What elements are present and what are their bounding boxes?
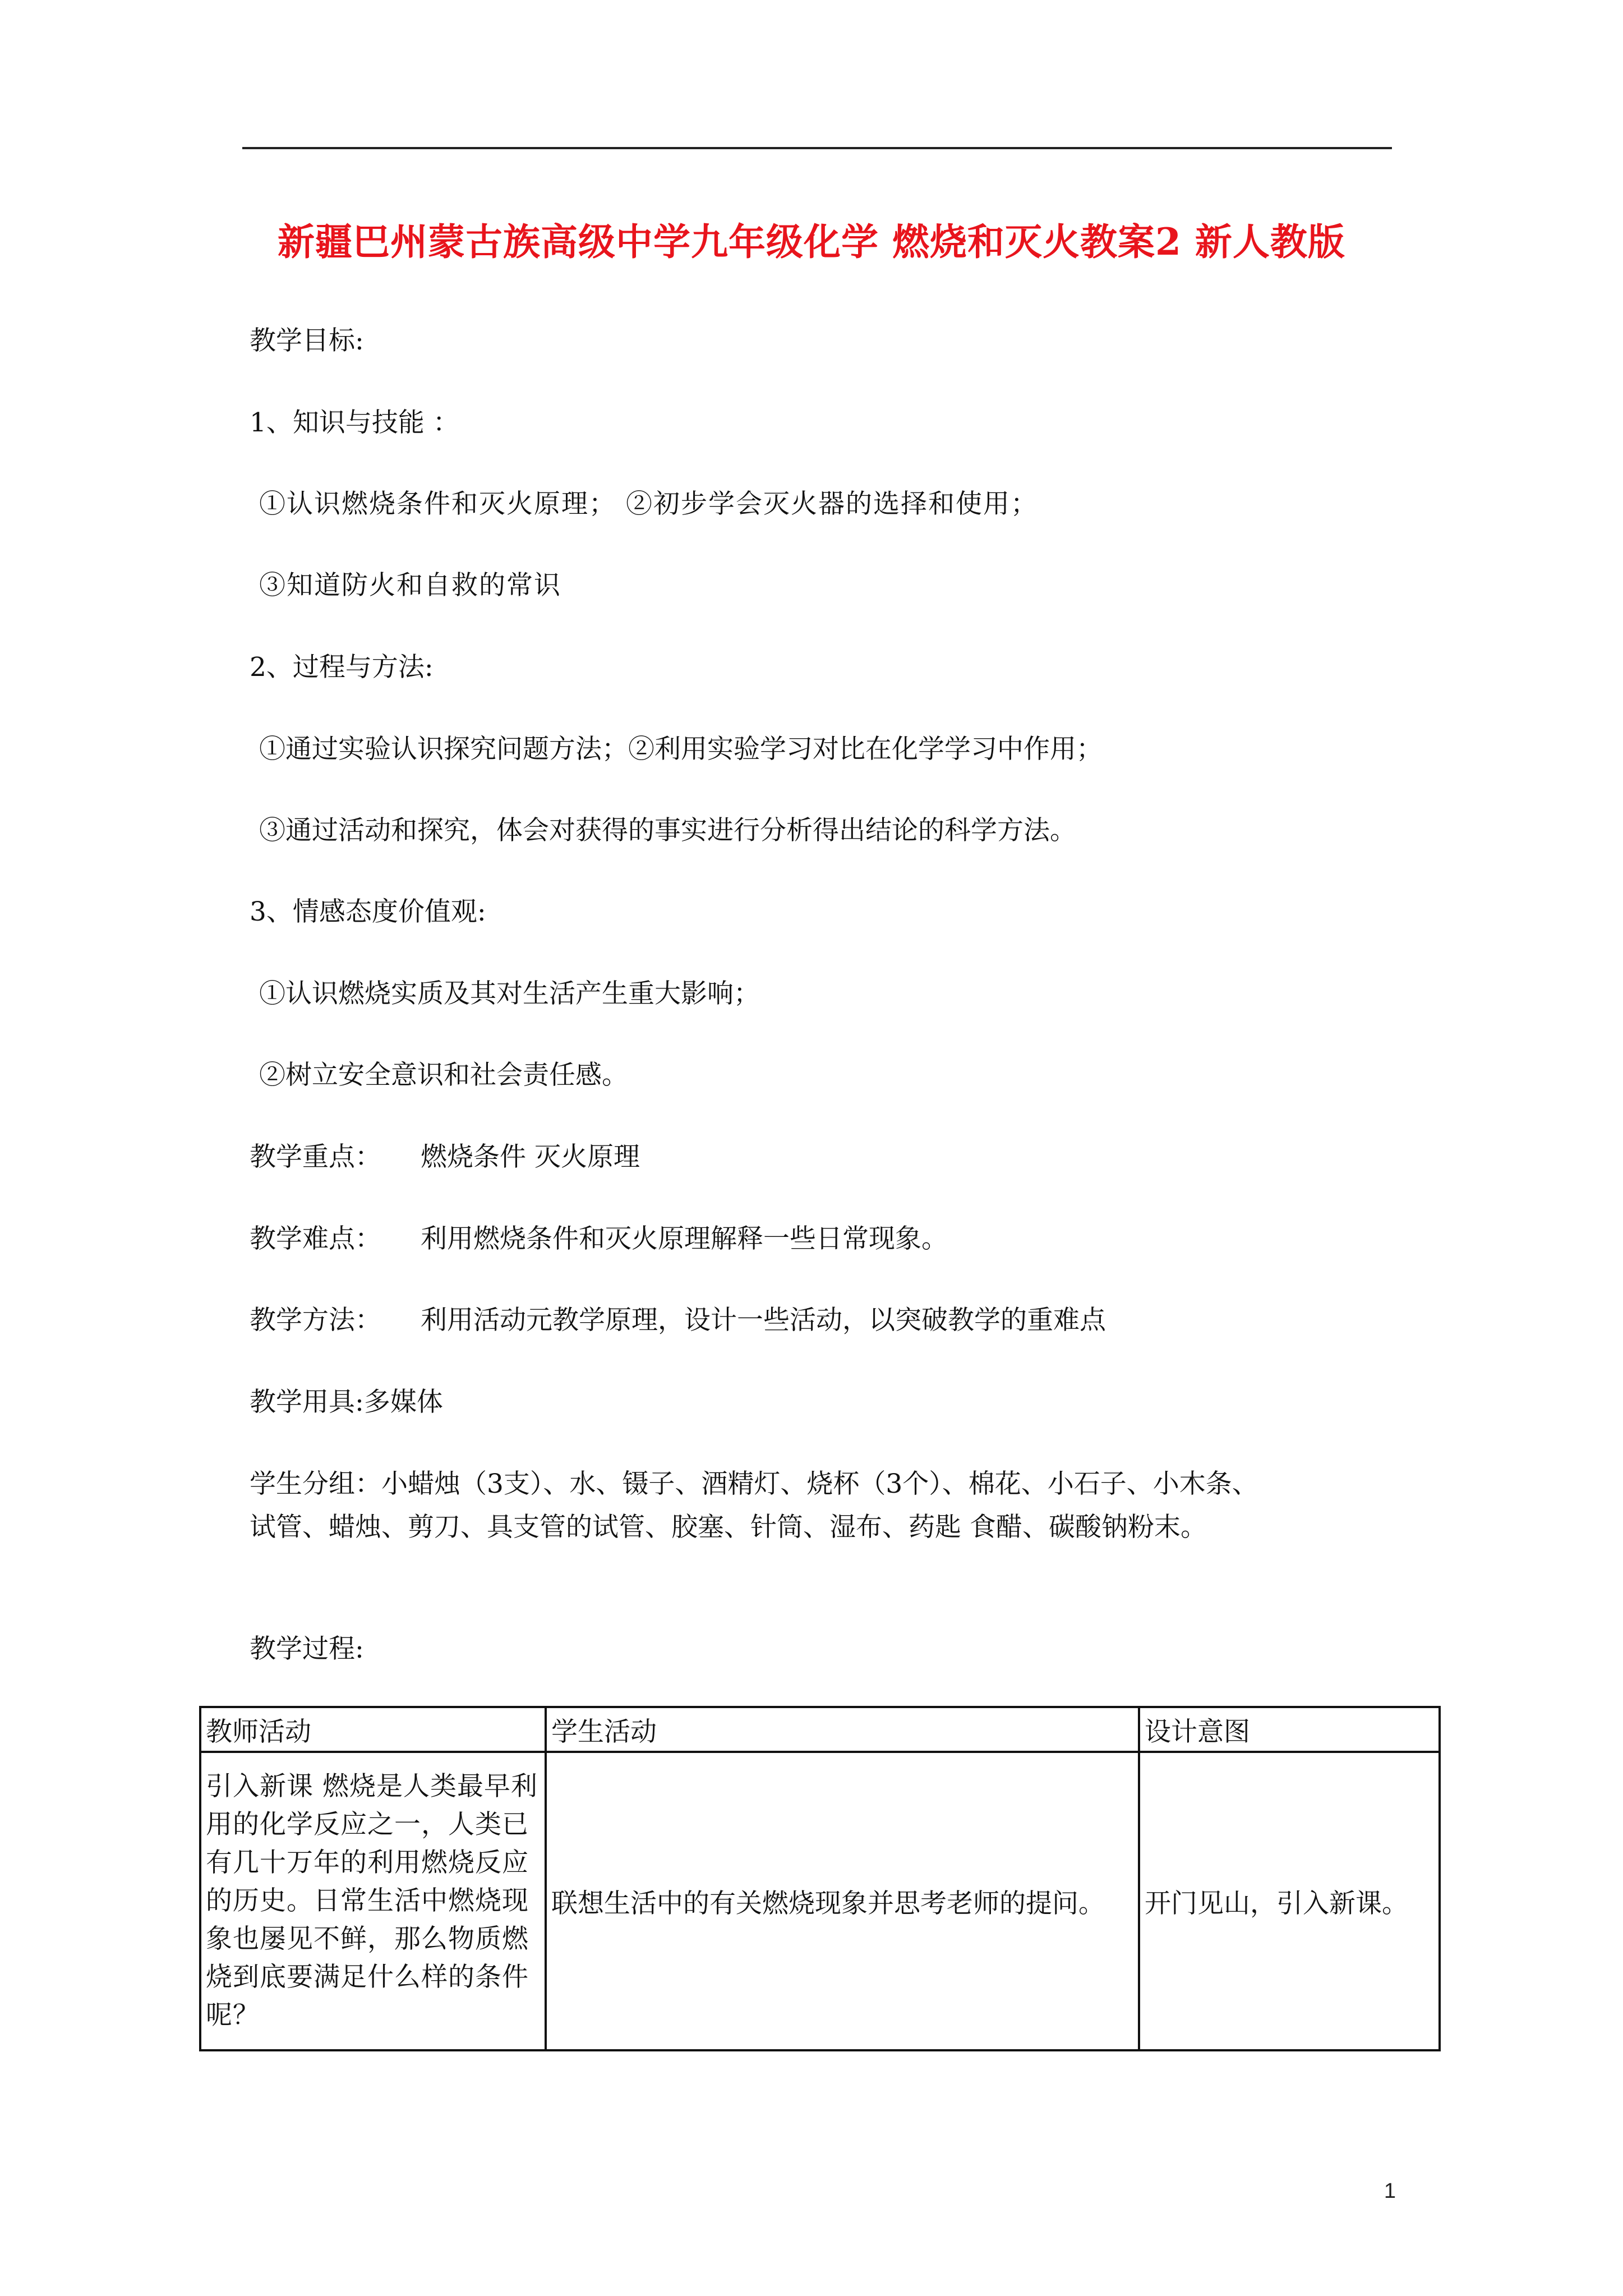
tools: 教学用具:多媒体	[250, 1387, 443, 1418]
key-points-label: 教学重点：	[250, 1142, 381, 1172]
emotion-item-2: ②树立安全意识和社会责任感。	[259, 1060, 628, 1091]
methods-value: 利用活动元教学原理，设计一些活动，以突破教学的重难点	[421, 1305, 1106, 1336]
process-item-1: ①通过实验认识探究问题方法；②利用实验学习对比在化学学习中作用；	[259, 734, 1103, 765]
page-number: 1	[1384, 2179, 1396, 2203]
methods-label: 教学方法：	[250, 1305, 381, 1336]
difficulties	[250, 1222, 948, 1256]
difficulties-value: 利用燃烧条件和灭火原理解释一些日常现象。	[421, 1223, 948, 1254]
design-intent-cell: 开门见山，引入新课。	[1139, 1752, 1440, 2050]
knowledge-item-1: ①认识燃烧条件和灭火原理； ②初步学会灭火器的选择和使用；	[259, 489, 1038, 519]
process-table-heading: 教学过程:	[250, 1634, 364, 1664]
key-points	[250, 1140, 640, 1174]
header-rule	[242, 147, 1392, 149]
student-activity-cell: 联想生活中的有关燃烧现象并思考老师的提问。	[546, 1752, 1139, 2050]
teacher-activity-cell: 引入新课 燃烧是人类最早利用的化学反应之一，人类已有几十万年的利用燃烧反应的历史。日常生活中燃烧现象也屡见不鲜，那么物质燃烧到底要满足什么样的条件呢？	[200, 1752, 546, 2050]
key-points-value: 燃烧条件 灭火原理	[421, 1142, 640, 1172]
process-item-2: ③通过活动和探究，体会对获得的事实进行分析得出结论的科学方法。	[259, 815, 1076, 846]
document-title: 新疆巴州蒙古族高级中学九年级化学 燃烧和灭火教案2 新人教版	[278, 220, 1345, 264]
process-heading: 2、过程与方法:	[250, 652, 434, 683]
difficulties-label: 教学难点：	[250, 1223, 381, 1254]
header-student-activity: 学生活动	[546, 1707, 1139, 1752]
process-table	[199, 1706, 1441, 2051]
table-row	[200, 1752, 1440, 2050]
methods	[250, 1304, 1106, 1337]
objectives-heading: 教学目标:	[250, 325, 364, 356]
header-design-intent: 设计意图	[1139, 1707, 1440, 1752]
header-teacher-activity: 教师活动	[200, 1707, 546, 1752]
groups-line-2: 试管、蜡烛、剪刀、具支管的试管、胶塞、针筒、湿布、药匙 食醋、碳酸钠粉末。	[250, 1512, 1207, 1543]
groups-line-1: 学生分组：小蜡烛（3支）、水、镊子、酒精灯、烧杯（3个）、棉花、小石子、小木条、	[250, 1469, 1258, 1499]
knowledge-heading: 1、知识与技能 ：	[250, 407, 459, 438]
knowledge-item-2: ③知道防火和自救的常识	[259, 570, 561, 601]
table-header-row	[200, 1707, 1440, 1752]
emotion-item-1: ①认识燃烧实质及其对生活产生重大影响；	[259, 978, 760, 1009]
emotion-heading: 3、情感态度价值观:	[250, 896, 486, 927]
